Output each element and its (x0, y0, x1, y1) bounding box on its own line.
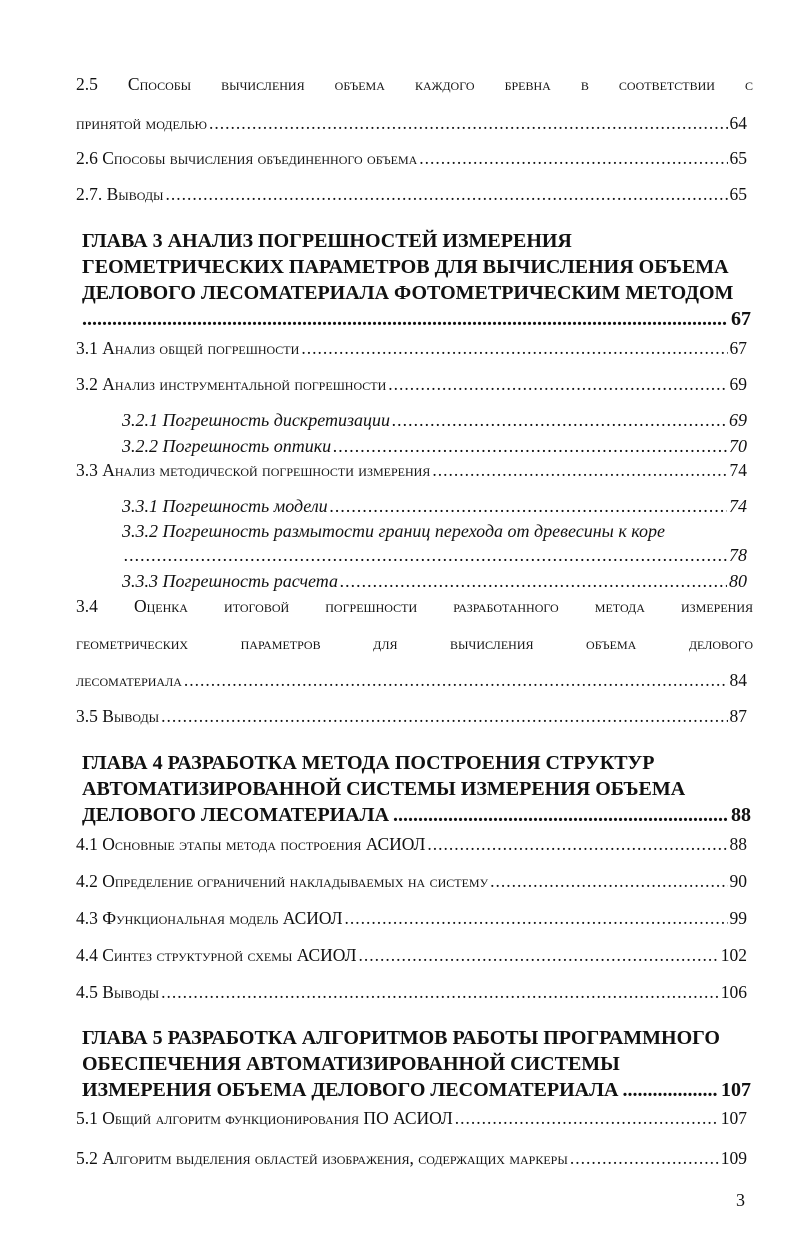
leader-dots (388, 374, 727, 395)
chapter-title-line: ГЛАВА 4 РАЗРАБОТКА МЕТОДА ПОСТРОЕНИЯ СТРУКТУР (82, 752, 655, 774)
toc-entry-3-2-1[interactable] (122, 410, 747, 431)
toc-page-number: 90 (729, 871, 747, 891)
leader-dots (622, 1077, 717, 1103)
toc-page-number: 88 (729, 834, 747, 854)
toc-entry-label: 4.4 Синтез структурной схемы АСИОЛ (76, 945, 357, 965)
toc-page-number: 88 (731, 804, 751, 826)
chapter-title-line: ИЗМЕРЕНИЯ ОБЪЕМА ДЕЛОВОГО ЛЕСОМАТЕРИАЛА (82, 1079, 619, 1101)
toc-page-number: 107 (720, 1108, 747, 1128)
toc-page-number: 67 (731, 308, 751, 330)
toc-entry-3-5[interactable] (76, 706, 747, 727)
toc-entry-label: 4.5 Выводы (76, 982, 160, 1002)
toc-entry-2-5[interactable] (76, 113, 747, 134)
toc-page-number: 69 (729, 410, 747, 430)
toc-entry-label: 3.2 Анализ инструментальной погрешности (76, 374, 387, 394)
toc-page-number: 87 (729, 706, 747, 726)
toc-entry-label: 3.3.1 Погрешность модели (122, 496, 328, 516)
toc-entry-3-4[interactable] (76, 670, 747, 691)
toc-entry-label: 3.5 Выводы (76, 706, 160, 726)
toc-entry-3-2[interactable] (76, 374, 747, 395)
toc-entry-label: лесоматериала (76, 670, 182, 690)
toc-entry-label: 2.7. Выводы (76, 184, 164, 204)
toc-entry-3-2-2[interactable] (122, 436, 747, 457)
toc-entry-label: 2.6 Способы вычисления объединенного объема (76, 148, 418, 168)
toc-entry-label: 3.3.3 Погрешность расчета (122, 571, 339, 591)
toc-entry-4-4[interactable] (76, 945, 747, 966)
toc-entry-3-3-3[interactable] (122, 571, 747, 592)
toc-page-number: 67 (729, 338, 747, 358)
chapter-3-heading[interactable] (82, 228, 751, 332)
toc-page-number: 78 (729, 545, 747, 565)
toc-entry-label: 3.2.1 Погрешность дискретизации (122, 410, 390, 430)
toc-entry-label: 3.3 Анализ методической погрешности измерения (76, 460, 431, 480)
leader-dots (161, 982, 719, 1003)
toc-entry-label: 4.3 Функциональная модель АСИОЛ (76, 908, 343, 928)
leader-dots (184, 670, 728, 691)
toc-page-number: 80 (729, 571, 747, 591)
chapter-4-heading[interactable] (82, 750, 751, 828)
leader-dots (301, 338, 727, 359)
toc-page-number: 64 (729, 113, 747, 133)
toc-page-number: 74 (729, 496, 747, 516)
toc-entry-3-4-line2: геометрических параметров для вычисления объема делового (76, 633, 753, 653)
toc-entry-3-3[interactable] (76, 460, 747, 481)
toc-entry-label: 3.2.2 Погрешность оптики (122, 436, 332, 456)
toc-page-number: 99 (729, 908, 747, 928)
toc-entry-3-3-2[interactable] (122, 545, 747, 566)
leader-dots (393, 802, 727, 828)
chapter-5-heading[interactable] (82, 1025, 751, 1103)
chapter-title-line: ДЕЛОВОГО ЛЕСОМАТЕРИАЛА (82, 804, 390, 826)
leader-dots (166, 184, 728, 205)
chapter-title-line: ГЕОМЕТРИЧЕСКИХ ПАРАМЕТРОВ ДЛЯ ВЫЧИСЛЕНИЯ ОБЪЕМА (82, 256, 729, 278)
page-number: 3 (736, 1190, 745, 1210)
chapter-title-line: ОБЕСПЕЧЕНИЯ АВТОМАТИЗИРОВАННОЙ СИСТЕМЫ (82, 1053, 620, 1075)
toc-entry-2-7[interactable] (76, 184, 747, 205)
chapter-title-line: АВТОМАТИЗИРОВАННОЙ СИСТЕМЫ ИЗМЕРЕНИЯ ОБЪЕМА (82, 778, 686, 800)
toc-page-number: 109 (720, 1148, 747, 1168)
toc-page-number: 84 (729, 670, 747, 690)
chapter-title-line: ГЛАВА 3 АНАЛИЗ ПОГРЕШНОСТЕЙ ИЗМЕРЕНИЯ (82, 230, 572, 252)
leader-dots (330, 496, 727, 517)
toc-entry-3-3-2-line1[interactable] (122, 521, 747, 542)
leader-dots (124, 545, 727, 566)
leader-dots (340, 571, 727, 592)
toc-page-number: 65 (729, 148, 747, 168)
leader-dots (161, 706, 727, 727)
leader-dots (432, 460, 727, 481)
leader-dots (209, 113, 727, 134)
toc-entry-label: 4.2 Определение ограничений накладываемых на систему (76, 871, 489, 891)
toc-page-number: 69 (729, 374, 747, 394)
leader-dots (333, 436, 727, 457)
chapter-title-line: ГЛАВА 5 РАЗРАБОТКА АЛГОРИТМОВ РАБОТЫ ПРОГРАММНОГО (82, 1027, 720, 1049)
chapter-title-line: ДЕЛОВОГО ЛЕСОМАТЕРИАЛА ФОТОМЕТРИЧЕСКИМ МЕТОДОМ (82, 282, 734, 304)
leader-dots (358, 945, 718, 966)
toc-entry-3-1[interactable] (76, 338, 747, 359)
toc-entry-4-3[interactable] (76, 908, 747, 929)
toc-entry-label: 4.1 Основные этапы метода построения АСИОЛ (76, 834, 426, 854)
leader-dots (419, 148, 727, 169)
toc-entry-2-5-line1: 2.5 Способы вычисления объема каждого бревна в соответствии с (76, 74, 753, 94)
toc-entry-2-6[interactable] (76, 148, 747, 169)
toc-page-number: 65 (729, 184, 747, 204)
toc-entry-label: 3.1 Анализ общей погрешности (76, 338, 300, 358)
toc-entry-label: 5.2 Алгоритм выделения областей изображения, содержащих маркеры (76, 1148, 568, 1168)
toc-entry-label: 5.1 Общий алгоритм функционирования ПО АСИОЛ (76, 1108, 453, 1128)
toc-entry-5-2[interactable] (76, 1148, 747, 1169)
toc-entry-3-3-1[interactable] (122, 496, 747, 517)
toc-page-number: 106 (720, 982, 747, 1002)
toc-entry-4-5[interactable] (76, 982, 747, 1003)
leader-dots (455, 1108, 719, 1129)
leader-dots (570, 1148, 719, 1169)
leader-dots (345, 908, 728, 929)
leader-dots (392, 410, 727, 431)
toc-entry-4-2[interactable] (76, 871, 747, 892)
leader-dots (82, 306, 727, 332)
toc-entry-4-1[interactable] (76, 834, 747, 855)
toc-page-number: 102 (720, 945, 747, 965)
toc-page-number: 74 (729, 460, 747, 480)
toc-entry-label: 3.3.2 Погрешность размытости границ перехода от древесины к коре (122, 521, 665, 541)
leader-dots (490, 871, 727, 892)
toc-entry-3-4-line1: 3.4 Оценка итоговой погрешности разработанного метода измерения (76, 596, 753, 616)
toc-entry-5-1[interactable] (76, 1108, 747, 1129)
toc-entry-label: принятой моделью (76, 113, 208, 133)
toc-page-number: 107 (721, 1079, 751, 1101)
toc-page-number: 70 (729, 436, 747, 456)
leader-dots (427, 834, 727, 855)
